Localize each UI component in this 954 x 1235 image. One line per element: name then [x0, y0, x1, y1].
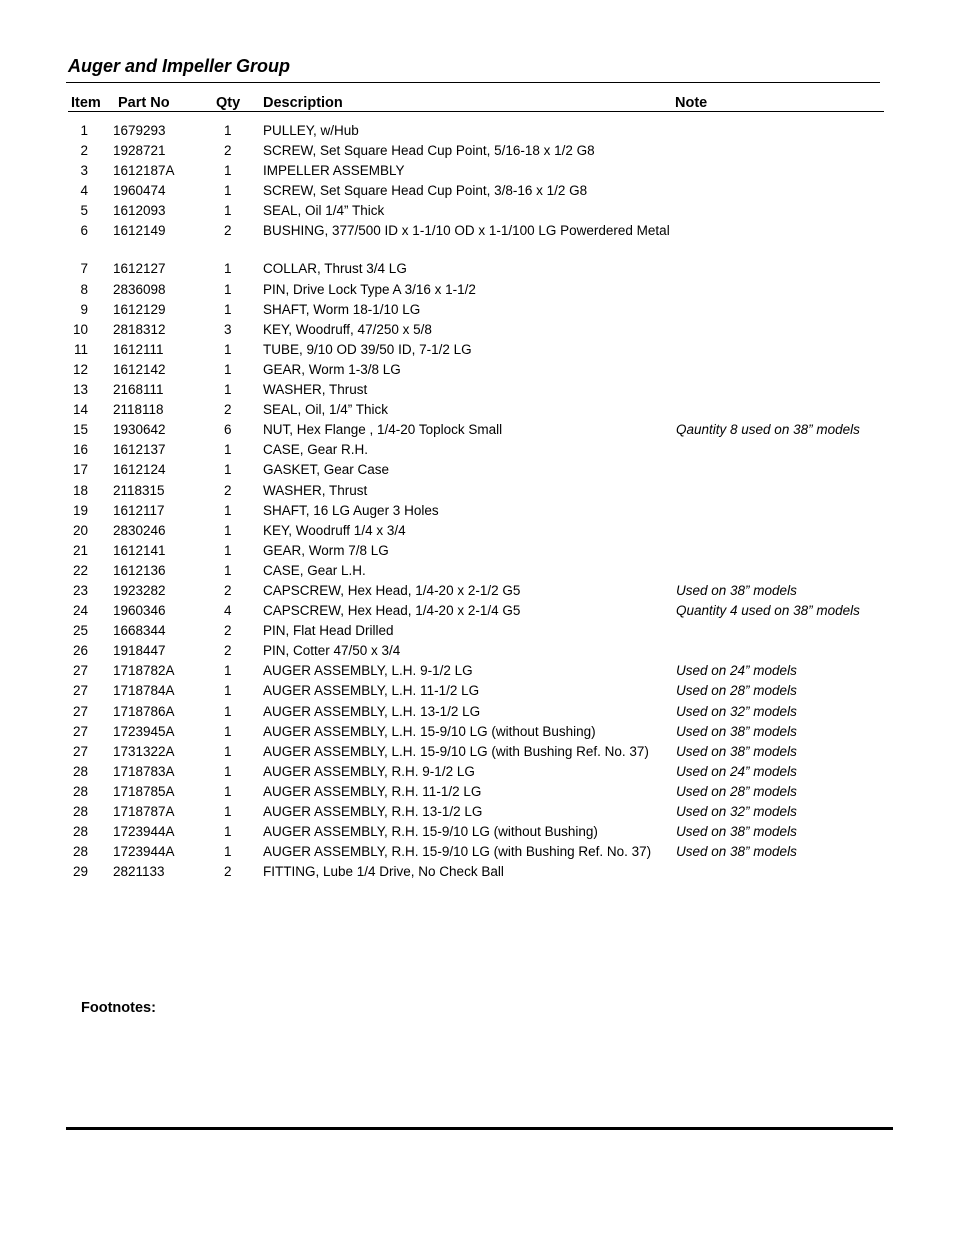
row-quantity: 1 [224, 723, 232, 739]
row-note: Used on 28” models [676, 783, 797, 799]
row-item-number: 1 [80, 123, 88, 138]
row-description: SCREW, Set Square Head Cup Point, 3/8-16 x 1/2 G8 [263, 183, 588, 199]
row-part-number: 1718786A [113, 703, 175, 719]
row-quantity: 2 [224, 623, 232, 639]
row-item-number: 13 [72, 382, 88, 398]
row-quantity: 2 [224, 643, 232, 659]
row-description: AUGER ASSEMBLY, L.H. 15-9/10 LG (without Bushing) [263, 723, 596, 739]
row-item-number: 11 [73, 341, 88, 357]
row-description: WASHER, Thrust [263, 382, 368, 398]
row-part-number: 1612127 [113, 261, 166, 277]
row-quantity: 2 [224, 582, 232, 598]
row-item-number: 28 [72, 763, 88, 779]
row-description: GASKET, Gear Case [263, 462, 390, 478]
row-item-number: 3 [80, 163, 88, 179]
row-quantity: 1 [224, 203, 232, 219]
row-note: Used on 38” models [676, 844, 797, 860]
table-row [0, 802, 954, 822]
row-item-number: 27 [72, 663, 88, 679]
row-description: COLLAR, Thrust 3/4 LG [263, 261, 407, 277]
row-quantity: 1 [224, 301, 232, 317]
row-note: Used on 38” models [676, 824, 797, 840]
table-row [0, 521, 954, 541]
row-item-number: 27 [72, 723, 88, 739]
row-note: Used on 32” models [676, 703, 797, 719]
row-quantity: 1 [224, 442, 232, 458]
row-part-number: 1731322A [113, 743, 175, 759]
row-note: Quantity 4 used on 38” models [676, 603, 860, 619]
row-note: Used on 32” models [676, 804, 797, 819]
row-quantity: 1 [224, 683, 232, 699]
table-row [0, 259, 954, 279]
row-quantity: 1 [224, 502, 232, 518]
row-quantity: 1 [224, 824, 232, 840]
row-description: AUGER ASSEMBLY, R.H. 15-9/10 LG (with Bushing Ref. No. 37) [263, 844, 652, 860]
row-description: SHAFT, 16 LG Auger 3 Holes [263, 502, 439, 518]
row-item-number: 4 [80, 183, 88, 199]
row-part-number: 2118315 [113, 482, 165, 498]
row-description: AUGER ASSEMBLY, L.H. 9-1/2 LG [263, 663, 473, 679]
row-note: Used on 38” models [676, 723, 797, 739]
row-item-number: 27 [72, 743, 88, 759]
row-item-number: 25 [72, 623, 88, 639]
row-item-number: 29 [72, 864, 88, 880]
footer-divider [66, 1127, 893, 1130]
row-quantity: 1 [224, 844, 232, 860]
table-row [0, 221, 954, 259]
row-item-number: 19 [72, 502, 88, 518]
table-row [0, 400, 954, 420]
table-row [0, 842, 954, 862]
table-row [0, 481, 954, 501]
row-description: CASE, Gear L.H. [263, 562, 366, 578]
row-item-number: 23 [72, 582, 88, 598]
row-item-number: 7 [80, 261, 88, 277]
row-item-number: 5 [80, 203, 88, 219]
row-part-number: 1612187A [113, 163, 175, 179]
row-quantity: 1 [224, 542, 232, 558]
row-item-number: 8 [80, 281, 88, 297]
table-row [0, 300, 954, 320]
row-quantity: 1 [224, 123, 232, 138]
table-row [0, 661, 954, 681]
row-description: AUGER ASSEMBLY, R.H. 13-1/2 LG [263, 804, 483, 819]
row-part-number: 1612117 [113, 502, 165, 518]
row-quantity: 1 [224, 261, 232, 277]
row-part-number: 1960474 [113, 183, 166, 199]
row-item-number: 18 [72, 482, 88, 498]
row-description: KEY, Woodruff, 47/250 x 5/8 [263, 321, 432, 337]
column-header-qty: Qty [216, 95, 241, 111]
row-part-number: 1723944A [113, 824, 175, 840]
row-item-number: 15 [72, 422, 88, 438]
row-description: SHAFT, Worm 18-1/10 LG [263, 301, 421, 317]
row-note: Used on 24” models [676, 763, 797, 779]
row-item-number: 20 [72, 522, 88, 538]
row-part-number: 1723945A [113, 723, 175, 739]
row-item-number: 12 [72, 361, 88, 377]
row-description: SCREW, Set Square Head Cup Point, 5/16-18 x 1/2 G8 [263, 143, 595, 159]
row-part-number: 1612124 [113, 462, 166, 478]
row-quantity: 1 [224, 522, 232, 538]
table-row [0, 641, 954, 661]
row-part-number: 1928721 [113, 143, 166, 159]
row-part-number: 2836098 [113, 281, 166, 297]
row-item-number: 28 [72, 844, 88, 860]
row-item-number: 16 [72, 442, 88, 458]
row-description: PIN, Cotter 47/50 x 3/4 [263, 643, 401, 659]
row-note: Used on 38” models [676, 582, 797, 598]
row-quantity: 1 [224, 281, 232, 297]
row-description: AUGER ASSEMBLY, R.H. 11-1/2 LG [263, 783, 482, 799]
row-part-number: 1612111 [113, 341, 164, 357]
row-quantity: 1 [224, 361, 232, 377]
table-row [0, 822, 954, 842]
row-part-number: 1718784A [113, 683, 175, 699]
row-quantity: 3 [224, 321, 232, 337]
row-description: CAPSCREW, Hex Head, 1/4-20 x 2-1/4 G5 [263, 603, 521, 619]
column-header-item: Item [71, 95, 101, 111]
row-item-number: 28 [72, 783, 88, 799]
row-item-number: 28 [72, 804, 88, 819]
row-part-number: 1718782A [113, 663, 175, 679]
row-part-number: 2118118 [113, 402, 164, 418]
row-quantity: 1 [224, 703, 232, 719]
row-description: AUGER ASSEMBLY, L.H. 11-1/2 LG [263, 683, 480, 699]
row-note: Used on 38” models [676, 743, 797, 759]
row-part-number: 1612142 [113, 361, 166, 377]
row-part-number: 1960346 [113, 603, 166, 619]
header-divider [68, 111, 884, 112]
row-quantity: 4 [224, 603, 232, 619]
table-row [0, 601, 954, 621]
column-header-description: Description [263, 95, 343, 111]
row-description: CAPSCREW, Hex Head, 1/4-20 x 2-1/2 G5 [263, 582, 521, 598]
table-row [0, 340, 954, 360]
row-item-number: 10 [72, 321, 88, 337]
table-row [0, 501, 954, 521]
row-description: WASHER, Thrust [263, 482, 368, 498]
row-item-number: 2 [80, 143, 88, 159]
table-row [0, 360, 954, 380]
row-item-number: 28 [72, 824, 88, 840]
row-part-number: 1718785A [113, 783, 175, 799]
row-part-number: 1612137 [113, 442, 166, 458]
row-note: Qauntity 8 used on 38” models [676, 422, 860, 438]
row-part-number: 1612149 [113, 223, 166, 239]
row-quantity: 1 [224, 163, 232, 179]
row-quantity: 1 [224, 763, 232, 779]
row-item-number: 22 [72, 562, 88, 578]
row-description: BUSHING, 377/500 ID x 1-1/10 OD x 1-1/100 LG Powerdered Metal [263, 223, 670, 239]
row-item-number: 24 [72, 603, 88, 619]
row-description: TUBE, 9/10 OD 39/50 ID, 7-1/2 LG [263, 341, 472, 357]
row-quantity: 1 [224, 382, 232, 398]
footnotes-label: Footnotes: [81, 1000, 156, 1016]
table-row [0, 121, 954, 141]
row-note: Used on 28” models [676, 683, 797, 699]
row-part-number: 1679293 [113, 123, 166, 138]
row-part-number: 1718783A [113, 763, 175, 779]
row-quantity: 1 [224, 183, 232, 199]
row-quantity: 1 [224, 562, 232, 578]
row-quantity: 2 [224, 402, 232, 418]
table-row [0, 681, 954, 701]
row-quantity: 1 [224, 462, 232, 478]
row-item-number: 26 [72, 643, 88, 659]
row-quantity: 1 [224, 804, 232, 819]
table-row [0, 561, 954, 581]
table-row [0, 782, 954, 802]
table-row [0, 702, 954, 722]
row-description: AUGER ASSEMBLY, L.H. 13-1/2 LG [263, 703, 481, 719]
row-description: AUGER ASSEMBLY, L.H. 15-9/10 LG (with Bushing Ref. No. 37) [263, 743, 649, 759]
table-row [0, 181, 954, 201]
table-row [0, 280, 954, 300]
row-item-number: 27 [72, 683, 88, 699]
row-part-number: 1930642 [113, 422, 166, 438]
row-part-number: 1612141 [113, 542, 166, 558]
row-part-number: 1612093 [113, 203, 166, 219]
table-row [0, 161, 954, 181]
table-row [0, 762, 954, 782]
row-description: FITTING, Lube 1/4 Drive, No Check Ball [263, 864, 504, 880]
row-item-number: 14 [72, 402, 88, 418]
row-quantity: 1 [224, 783, 232, 799]
row-description: NUT, Hex Flange , 1/4-20 Toplock Small [263, 422, 503, 438]
row-description: AUGER ASSEMBLY, R.H. 9-1/2 LG [263, 763, 475, 779]
row-description: PIN, Flat Head Drilled [263, 623, 394, 639]
row-description: IMPELLER ASSEMBLY [263, 163, 405, 179]
column-header-part-no: Part No [118, 95, 170, 111]
table-header [68, 95, 884, 111]
row-item-number: 21 [72, 542, 88, 558]
row-quantity: 1 [224, 743, 232, 759]
row-description: PULLEY, w/Hub [263, 123, 359, 138]
page-title: Auger and Impeller Group [68, 56, 291, 76]
row-part-number: 2821133 [113, 864, 165, 880]
row-description: SEAL, Oil, 1/4” Thick [263, 402, 389, 418]
row-description: GEAR, Worm 1-3/8 LG [263, 361, 401, 377]
row-item-number: 17 [72, 462, 88, 478]
row-description: CASE, Gear R.H. [263, 442, 369, 458]
row-part-number: 1612136 [113, 562, 166, 578]
row-quantity: 6 [224, 422, 232, 438]
row-description: AUGER ASSEMBLY, R.H. 15-9/10 LG (without Bushing) [263, 824, 598, 840]
row-part-number: 2818312 [113, 321, 166, 337]
table-row [0, 581, 954, 601]
parts-table-body [0, 121, 954, 882]
table-row [0, 541, 954, 561]
row-part-number: 2168111 [113, 382, 164, 398]
row-item-number: 27 [72, 703, 88, 719]
row-quantity: 2 [224, 482, 232, 498]
table-row [0, 320, 954, 340]
row-part-number: 1723944A [113, 844, 175, 860]
row-quantity: 1 [224, 341, 232, 357]
table-row [0, 420, 954, 440]
table-row [0, 141, 954, 161]
row-part-number: 1718787A [113, 804, 175, 819]
row-quantity: 1 [224, 663, 232, 679]
row-quantity: 2 [224, 223, 232, 239]
row-item-number: 9 [80, 301, 88, 317]
table-row [0, 460, 954, 480]
table-row [0, 201, 954, 221]
row-part-number: 1923282 [113, 582, 166, 598]
row-description: GEAR, Worm 7/8 LG [263, 542, 389, 558]
table-row [0, 742, 954, 762]
column-header-note: Note [675, 95, 708, 111]
row-note: Used on 24” models [676, 663, 797, 679]
row-part-number: 1668344 [113, 623, 166, 639]
row-quantity: 2 [224, 143, 232, 159]
row-item-number: 6 [80, 223, 88, 239]
table-row [0, 722, 954, 742]
row-description: PIN, Drive Lock Type A 3/16 x 1-1/2 [263, 281, 476, 297]
row-part-number: 1918447 [113, 643, 166, 659]
row-part-number: 2830246 [113, 522, 166, 538]
table-row [0, 380, 954, 400]
table-row [0, 440, 954, 460]
row-description: SEAL, Oil 1/4” Thick [263, 203, 385, 219]
row-quantity: 2 [224, 864, 232, 880]
table-row [0, 862, 954, 882]
row-part-number: 1612129 [113, 301, 166, 317]
table-row [0, 621, 954, 641]
row-description: KEY, Woodruff 1/4 x 3/4 [263, 522, 406, 538]
title-divider [66, 82, 880, 83]
